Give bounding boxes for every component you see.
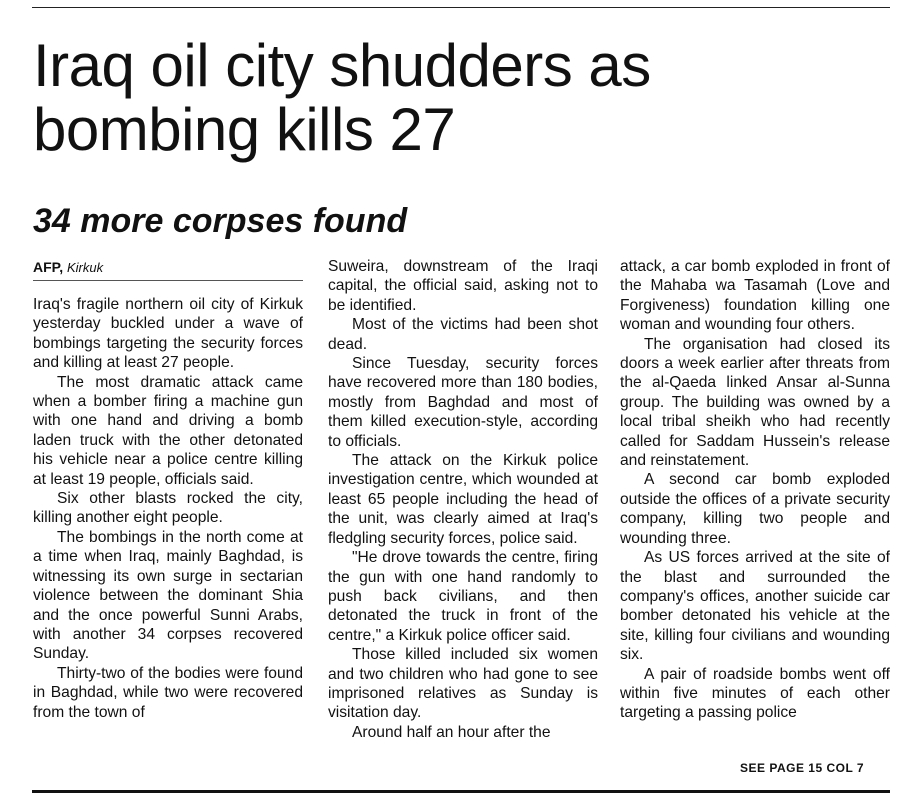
paragraph: The organisation had closed its doors a week earlier after threats from the al-Qaeda linked Ansar al-Sunna group. The building was owned by a local tribal sheikh who had recently called for Saddam Hussein's release and reinstatement.	[620, 335, 890, 470]
byline	[33, 258, 303, 277]
paragraph: Most of the victims had been shot dead.	[328, 316, 598, 353]
article-column-1	[33, 295, 303, 722]
paragraph: A second car bomb exploded outside the offices of a private security company, killing two people and wounding three.	[620, 471, 890, 547]
paragraph: The attack on the Kirkuk police investigation centre, which wounded at least 65 people including the head of the unit, was clearly aimed at Iraq's fledgling security forces, police said.	[328, 452, 598, 547]
paragraph: Thirty-two of the bodies were found in Baghdad, while two were recovered from the town of	[33, 664, 303, 721]
paragraph: Six other blasts rocked the city, killing another eight people.	[33, 490, 303, 527]
paragraph: A pair of roadside bombs went off within five minutes of each other targeting a passing police	[620, 665, 890, 722]
paragraph: As US forces arrived at the site of the blast and surrounded the company's offices, another suicide car bomber detonated his vehicle at the site, killing four civilians and wounding six.	[620, 549, 890, 664]
paragraph: Iraq's fragile northern oil city of Kirkuk yesterday buckled under a wave of bombings targeting the security forces and killing at least 27 people.	[33, 296, 303, 372]
paragraph: Since Tuesday, security forces have recovered more than 180 bodies, mostly from Baghdad and most of them killed execution-style, according to officials.	[328, 355, 598, 450]
paragraph: attack, a car bomb exploded in front of the Mahaba wa Tasamah (Love and Forgiveness) foundation killing one woman and wounding four others.	[620, 258, 890, 334]
paragraph: Those killed included six women and two children who had gone to see imprisoned relatives as Sunday is visitation day.	[328, 646, 598, 722]
byline-location: Kirkuk	[66, 260, 104, 275]
paragraph: The most dramatic attack came when a bomber firing a machine gun with one hand and driving a bomb laden truck with the other detonated his vehicle near a police centre killing at least 19 people, officials said.	[33, 373, 303, 488]
article-column-3	[620, 257, 890, 723]
continuation-note: SEE PAGE 15 COL 7	[740, 761, 865, 775]
subheadline: 34 more corpses found	[33, 202, 408, 240]
byline-agency: AFP,	[33, 259, 64, 275]
byline-rule	[33, 280, 303, 281]
headline: Iraq oil city shudders as bombing kills 27	[33, 32, 651, 163]
article-column-2	[328, 257, 598, 742]
paragraph: Around half an hour after the	[352, 723, 551, 741]
paragraph: The bombings in the north come at a time when Iraq, mainly Baghdad, is witnessing its own surge in sectarian violence between the dominant Shia and the once powerful Sunni Arabs, with another 34 corpses recovered Sunday.	[33, 528, 303, 663]
paragraph: Suweira, downstream of the Iraqi capital, the official said, asking not to be identified.	[328, 258, 598, 314]
top-rule	[32, 7, 890, 8]
paragraph: "He drove towards the centre, firing the gun with one hand randomly to push back civilians, and then detonated the truck in front of the centre," a Kirkuk police officer said.	[328, 549, 598, 644]
bottom-rule	[32, 790, 890, 793]
